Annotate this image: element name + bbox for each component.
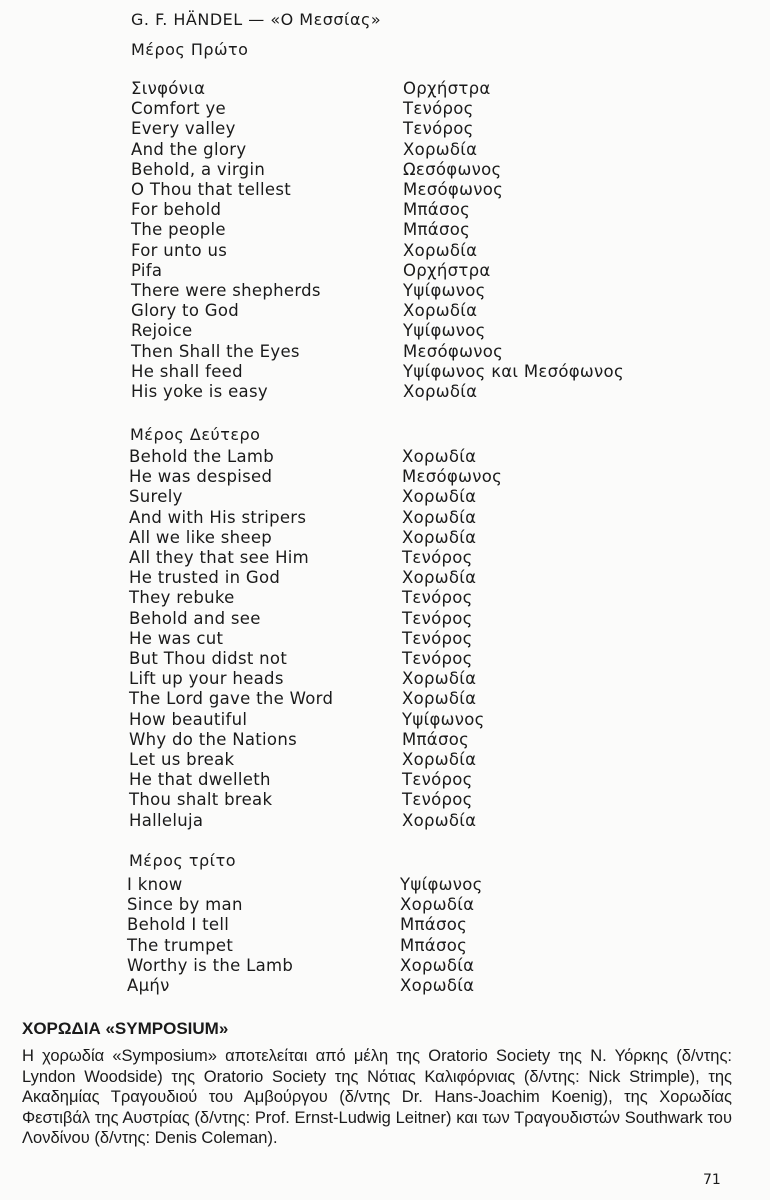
piece-title: Σινφόνια <box>131 79 206 98</box>
piece-title: He trusted in God <box>129 568 281 588</box>
piece-title: Since by man <box>127 895 243 915</box>
piece-title: There were shepherds <box>131 281 321 300</box>
piece-title: I know <box>127 875 183 894</box>
performer: Μπάσος <box>400 935 468 955</box>
piece-title: And the glory <box>131 139 247 159</box>
performer: Τενόρος <box>402 628 473 648</box>
performer: Μπάσος <box>400 915 468 935</box>
piece-title: Behold and see <box>129 608 261 628</box>
performer: Χορωδία <box>402 669 477 689</box>
piece-title: Behold, a virgin <box>131 159 266 179</box>
piece-title: They rebuke <box>129 588 235 608</box>
piece-title: Comfort ye <box>131 99 227 119</box>
piece-title: But Thou didst not <box>129 649 288 668</box>
piece-title: The Lord gave the Word <box>129 689 334 709</box>
choir-description: Η χορωδία «Symposium» αποτελείται από μέλη της Oratorio Society της Ν. Υόρκης (δ/ντης: Lyndon Woodside) της Oratorio Society της Νότιας Καλιφόρνιας (δ/ντης: Nick Strimple), της Ακαδημίας Τραγουδιού του Αμβούργου (δ/ντης Dr. Hans-Joachim Koenig), της Χορωδίας Φεστιβάλ της Αυστρίας (δ/ντης: Prof. Ernst-Ludwig Leitner) και των Τραγουδιστών Southwark του Λονδίνου (δ/ντης: Denis Coleman). <box>22 1047 732 1147</box>
choir-section-title: ΧΟΡΩΔΙΑ «SYMPOSIUM» <box>22 1019 229 1038</box>
page-number: 71 <box>703 1172 721 1188</box>
performer: Χορωδία <box>400 895 475 915</box>
piece-title: His yoke is easy <box>131 382 268 401</box>
performer: Υψίφωνος <box>400 875 483 894</box>
performer: Χορωδία <box>402 689 477 709</box>
performer: Χορωδία <box>402 810 477 830</box>
piece-title: And with His stripers <box>129 507 307 527</box>
performer: Μεσόφωνος <box>403 180 504 199</box>
piece-title: Glory to God <box>131 301 240 321</box>
performer: Μεσόφωνος <box>403 341 504 361</box>
piece-title: He was cut <box>129 628 224 648</box>
piece-title: Rejoice <box>131 321 193 341</box>
performer: Τενόρος <box>402 588 473 608</box>
performer: Μεσόφωνος <box>402 467 503 487</box>
piece-title: Surely <box>129 487 183 507</box>
performer: Χορωδία <box>402 527 477 547</box>
piece-title: Then Shall the Eyes <box>131 341 300 361</box>
piece-title: The trumpet <box>127 935 234 955</box>
part-one-heading: Μέρος Πρώτο <box>131 40 249 59</box>
piece-title: How beautiful <box>129 709 248 729</box>
performer: Υψίφωνος <box>403 321 486 341</box>
performer: Χορωδία <box>400 976 475 995</box>
piece-title: Thou shalt break <box>129 790 273 810</box>
performer: Χορωδία <box>402 507 477 527</box>
performer: Χορωδία <box>403 301 478 321</box>
piece-title: Every valley <box>131 119 236 139</box>
performer: Υψίφωνος <box>402 709 485 729</box>
piece-title: Behold I tell <box>127 915 230 935</box>
performer: Τενόρος <box>402 608 473 628</box>
performer: Χορωδία <box>403 139 478 159</box>
performer: Υψίφωνος και Μεσόφωνος <box>403 361 624 381</box>
performer: Τενόρος <box>403 119 474 139</box>
piece-title: All we like sheep <box>129 527 273 547</box>
performer: Μπάσος <box>403 200 471 220</box>
performer: Χορωδία <box>402 487 477 507</box>
piece-title: All they that see Him <box>129 548 310 567</box>
performer: Ορχήστρα <box>403 79 491 98</box>
piece-title: The people <box>131 220 226 240</box>
piece-title: For behold <box>131 200 222 220</box>
piece-title: He that dwelleth <box>129 770 271 790</box>
piece-title: Lift up your heads <box>129 669 284 689</box>
piece-title: Αμήν <box>127 976 170 995</box>
piece-title: Why do the Nations <box>129 729 297 749</box>
performer: Ορχήστρα <box>403 260 491 280</box>
piece-title: Pifa <box>131 260 163 280</box>
performer: Χορωδία <box>403 382 478 401</box>
performer: Χορωδία <box>402 447 477 466</box>
piece-title: Halleluja <box>129 810 204 830</box>
part-two-heading: Μέρος Δεύτερο <box>130 425 261 444</box>
performer: Τενόρος <box>402 649 473 668</box>
piece-title: Let us break <box>129 750 235 769</box>
performer: Χορωδία <box>400 955 475 975</box>
piece-title: O Thou that tellest <box>131 180 292 199</box>
performer: Ωεσόφωνος <box>403 159 502 179</box>
piece-title: Behold the Lamb <box>129 447 274 466</box>
performer: Χορωδία <box>402 750 477 769</box>
performer: Τενόρος <box>402 790 473 810</box>
performer: Χορωδία <box>402 568 477 588</box>
piece-title: He shall feed <box>131 361 243 381</box>
performer: Μπάσος <box>402 729 470 749</box>
performer: Υψίφωνος <box>403 281 486 300</box>
piece-title: For unto us <box>131 240 228 260</box>
performer: Μπάσος <box>403 220 471 240</box>
part-three-heading: Μέρος τρίτο <box>129 851 236 870</box>
performer: Τενόρος <box>403 99 474 119</box>
piece-title: Worthy is the Lamb <box>127 955 294 975</box>
piece-title: He was despised <box>129 467 273 487</box>
page-title: G. F. HÄNDEL — «Ο Μεσσίας» <box>131 10 382 29</box>
performer: Τενόρος <box>402 770 473 790</box>
performer: Τενόρος <box>402 548 473 567</box>
performer: Χορωδία <box>403 240 478 260</box>
